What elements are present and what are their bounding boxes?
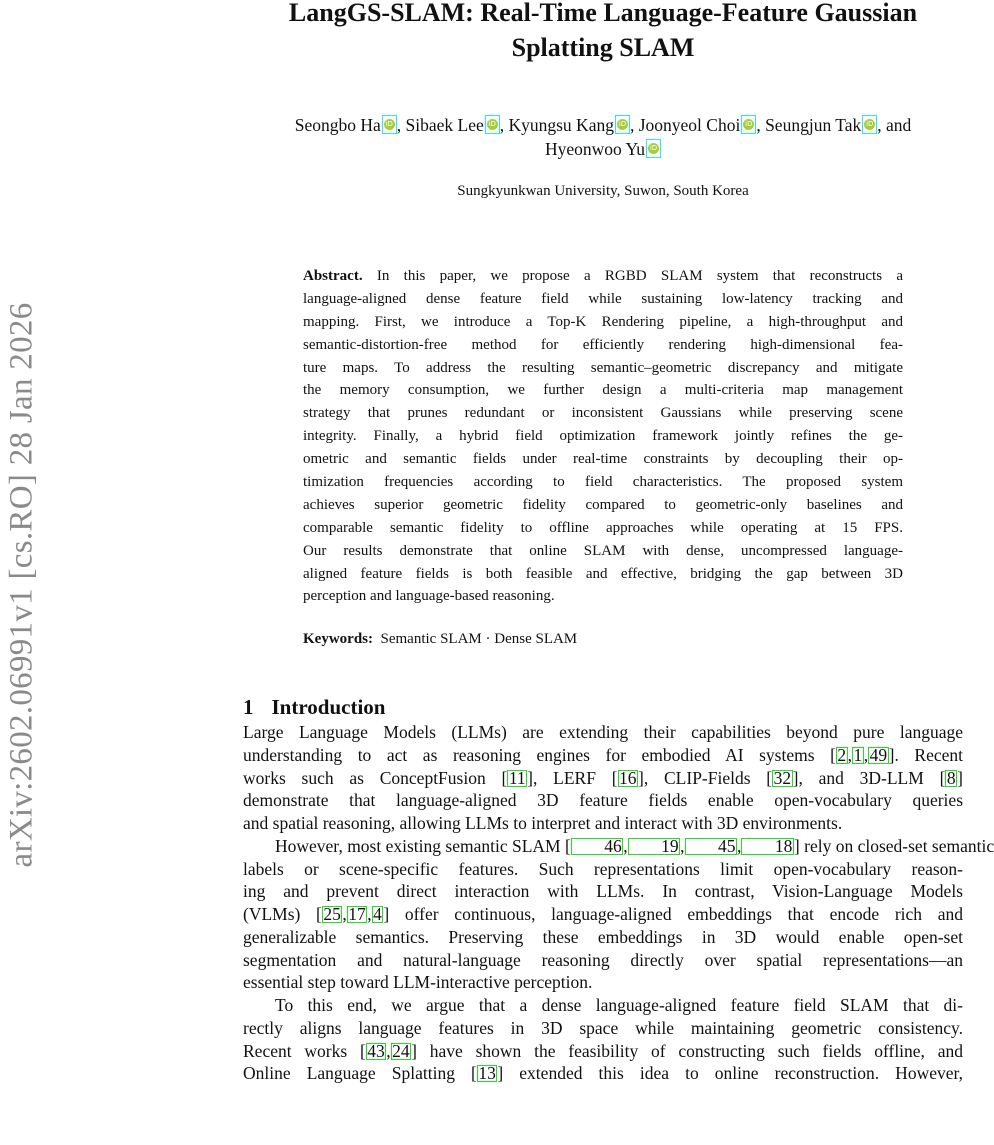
abstract-line: Our results demonstrate that online SLAM with dense, uncompressed language- xyxy=(303,542,903,559)
author: , Kyungsu Kang xyxy=(499,115,614,135)
author-line xyxy=(243,137,963,161)
abstract-line: integrity. Finally, a hybrid field optimization framework jointly refines the ge- xyxy=(303,428,903,445)
abstract-line: ometric and semantic fields under real-time constraints by decoupling their op- xyxy=(303,451,903,468)
section-number: 1 xyxy=(243,695,254,719)
author-line xyxy=(243,113,963,137)
arxiv-watermark: arXiv:2602.06991v1 [cs.RO] 28 Jan 2026 xyxy=(3,302,40,868)
body-line: generalizable semantics. Preserving these embeddings in 3D would enable open-set xyxy=(243,926,963,947)
abstract-label: Abstract. xyxy=(303,268,363,284)
abstract-line: aligned feature fields is both feasible and effective, bridging the gap between 3D xyxy=(303,565,903,582)
abstract xyxy=(303,265,903,608)
body-line: Recent works [43,24] have shown the feasibility of constructing such fields offline, and xyxy=(243,1040,963,1061)
citation-link[interactable]: 13 xyxy=(478,1063,496,1084)
orcid-icon[interactable] xyxy=(646,139,661,158)
body-line: To this end, we argue that a dense language-aligned feature field SLAM that di- xyxy=(275,995,963,1015)
abstract-line: achieves superior geometric fidelity compared to geometric-only baselines and xyxy=(303,496,903,513)
body-line: demonstrate that language-aligned 3D feature fields enable open-vocabulary queries xyxy=(243,790,963,811)
citation-link[interactable]: 17 xyxy=(348,904,366,924)
body-line: labels or scene-specific features. Such representations limit open-vocabulary reason- xyxy=(243,858,963,879)
affiliation: Sungkyunkwan University, Suwon, South Korea xyxy=(457,183,749,199)
body-line: ing and prevent direct interaction with LLMs. In contrast, Vision-Language Models xyxy=(243,881,963,902)
paper-title xyxy=(243,0,963,65)
abstract-line: the memory consumption, we further design a multi-criteria map management xyxy=(303,382,903,399)
author: , and xyxy=(877,115,912,135)
citation-link[interactable]: 1 xyxy=(853,744,863,765)
body-line: Online Language Splatting [13] extended this idea to online reconstruction. However, xyxy=(243,1063,963,1084)
author: , Seungjun Tak xyxy=(756,115,862,135)
citation-link[interactable]: 4 xyxy=(373,904,382,924)
abstract-line: Abstract. In this paper, we propose a RGBD SLAM system that reconstructs a xyxy=(303,268,903,284)
author: , Joonyeol Choi xyxy=(629,115,741,135)
body-line: (VLMs) [25,17,4] offer continuous, language-aligned embeddings that encode rich and xyxy=(243,904,963,924)
body-line: However, most existing semantic SLAM [ 46, 19, 45, 18] rely on closed-set semantic xyxy=(275,835,994,856)
citation-link[interactable]: 24 xyxy=(392,1040,410,1061)
abstract-line: comparable semantic fidelity to offline approaches while operating at 15 FPS. xyxy=(303,519,903,536)
citation-link[interactable]: 2 xyxy=(837,744,847,765)
citation-link[interactable]: 19 xyxy=(628,838,681,855)
abstract-line: mapping. First, we introduce a Top-K Rendering pipeline, a high-throughput and xyxy=(303,313,903,330)
citation-link[interactable]: 49 xyxy=(869,744,888,765)
citation-link[interactable]: 32 xyxy=(773,767,792,788)
abstract-line: semantic-distortion-free method for efficiently rendering high-dimensional fea- xyxy=(303,336,903,353)
body-line: Large Language Models (LLMs) are extending their capabilities beyond pure language xyxy=(243,722,963,742)
orcid-icon[interactable] xyxy=(741,115,756,134)
citation-link[interactable]: 18 xyxy=(741,838,794,855)
citation-link[interactable]: 16 xyxy=(619,767,637,788)
abstract-line: language-aligned dense feature field while sustaining low-latency tracking and xyxy=(303,290,903,307)
orcid-icon[interactable] xyxy=(485,115,500,134)
body-line: segmentation and natural-language reasoning directly over spatial representations—an xyxy=(243,949,963,970)
citation-link[interactable]: 25 xyxy=(323,904,341,924)
author-list xyxy=(243,113,963,161)
keywords-value: Semantic SLAM · Dense SLAM xyxy=(380,631,578,647)
citation-link[interactable]: 46 xyxy=(571,838,624,855)
author: , Sibaek Lee xyxy=(396,115,484,135)
abstract-line: strategy that prunes redundant or inconsistent Gaussians while preserving scene xyxy=(303,405,903,422)
body-line: and spatial reasoning, allowing LLMs to interpret and interact with 3D environments. xyxy=(243,813,843,833)
abstract-line: timization frequencies according to field characteristics. The proposed system xyxy=(303,474,903,491)
body-line: rectly aligns language features in 3D space while maintaining geometric consistency. xyxy=(243,1017,963,1038)
orcid-icon[interactable] xyxy=(382,115,397,134)
body-line: essential step toward LLM-interactive perception. xyxy=(243,972,593,993)
orcid-icon[interactable] xyxy=(615,115,630,134)
section-heading xyxy=(243,695,385,720)
body-text xyxy=(243,721,994,1085)
abstract-line: perception and language-based reasoning. xyxy=(303,588,555,605)
body-line: works such as ConceptFusion [11], LERF [16], CLIP-Fields [32], and 3D-LLM [8] xyxy=(243,767,963,788)
title-line: Splatting SLAM xyxy=(511,33,695,62)
section-title: Introduction xyxy=(271,695,386,719)
body-line: understanding to act as reasoning engines for embodied AI systems [2,1,49]. Recent xyxy=(243,744,963,765)
citation-link[interactable]: 11 xyxy=(508,767,526,788)
title-line: LangGS-SLAM: Real-Time Language-Feature Gaussian xyxy=(288,0,918,27)
citation-link[interactable]: 45 xyxy=(685,838,738,855)
author: Seongbo Ha xyxy=(294,115,381,135)
citation-link[interactable]: 43 xyxy=(367,1040,385,1061)
orcid-icon[interactable] xyxy=(862,115,877,134)
citation-link[interactable]: 8 xyxy=(946,767,956,788)
keywords-label: Keywords: xyxy=(303,631,373,647)
author: Hyeonwoo Yu xyxy=(545,139,645,159)
keywords xyxy=(303,631,577,648)
abstract-line: ture maps. To address the resulting semantic–geometric discrepancy and mitigate xyxy=(303,359,903,376)
